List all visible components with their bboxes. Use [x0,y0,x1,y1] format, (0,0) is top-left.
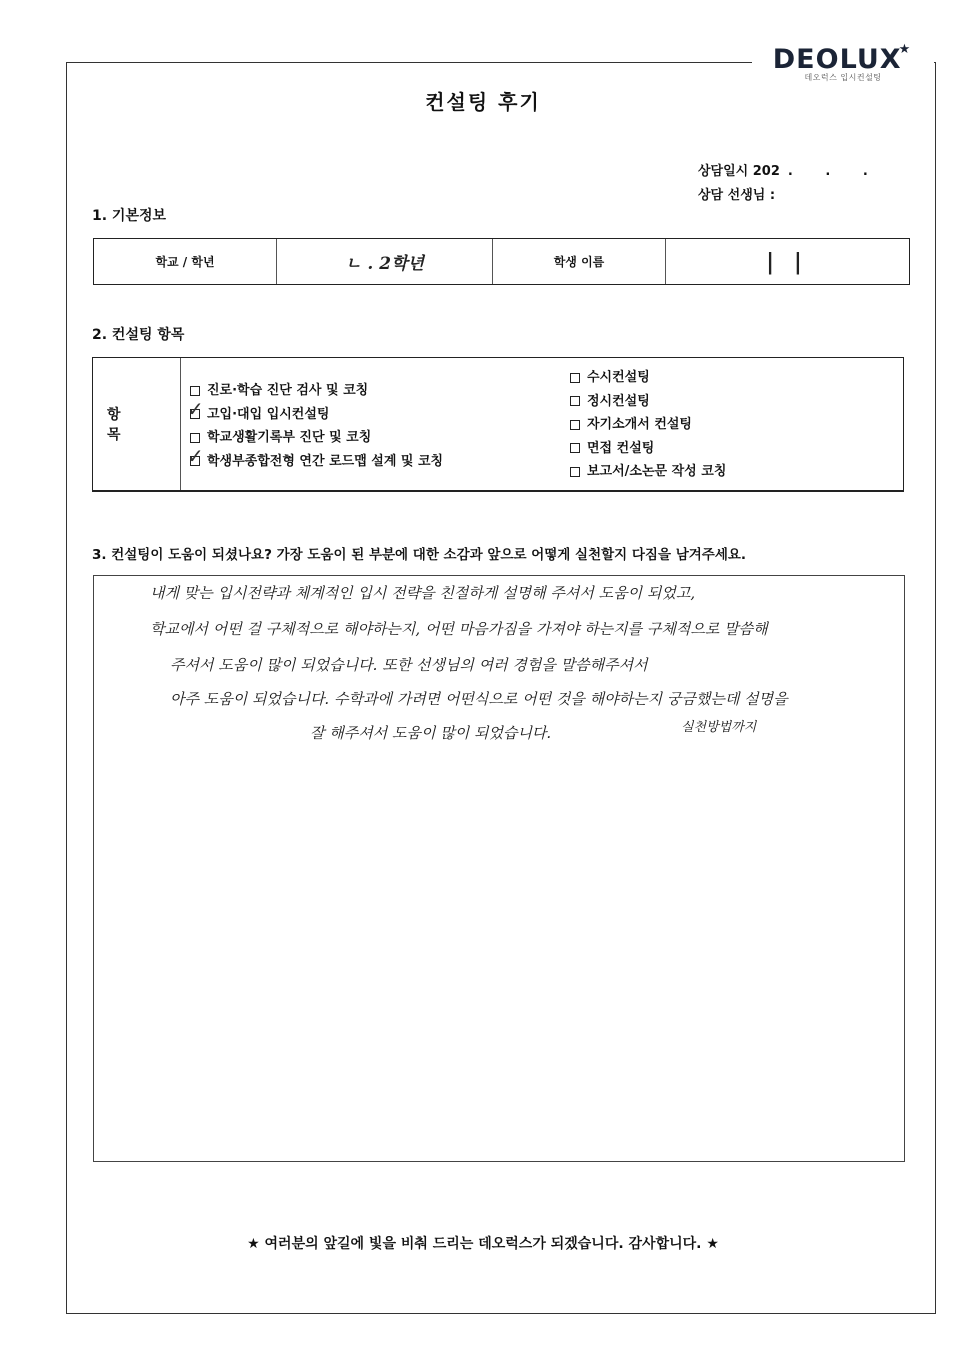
consult-teacher-label: 상담 선생님 : [698,188,776,203]
option-label: 학생부종합전형 연간 로드맵 설계 및 코칭 [207,453,444,469]
checkbox-self-intro[interactable] [570,420,580,430]
left-items [187,379,444,473]
option-label: 정시컨설팅 [587,393,650,409]
right-items [570,366,726,484]
handwritten-line: 주셔서 도움이 많이 되었습니다. 또한 선생님의 여러 경험을 말씀해주셔서 [170,656,648,674]
consulting-items-table [92,357,904,492]
brand-logo [752,44,934,83]
basic-info-table [93,238,910,285]
handwritten-line: 실천방법까지 [681,720,757,735]
option-label: 고입·대입 입시컨설팅 [207,406,330,422]
checkbox-admission-consulting[interactable] [187,397,204,422]
option-label: 진로·학습 진단 검사 및 코칭 [207,383,369,398]
option-label: 면접 컨설팅 [587,440,655,456]
checkbox-career-diagnosis[interactable] [190,386,200,396]
section2-heading: 2. 컨설팅 항목 [92,327,185,343]
option-interview[interactable] [570,437,726,461]
items-row-label: 항 목 [93,358,181,490]
student-name-value: | | [766,248,808,275]
school-grade-value: ㄴ . 2학년 [277,239,493,284]
option-label: 자기소개서 컨설팅 [587,417,692,432]
answer-textarea[interactable] [93,575,905,1162]
option-report[interactable] [570,460,726,484]
option-susi[interactable] [570,366,726,390]
option-career-diagnosis[interactable] [190,379,443,403]
brand-subtitle: 데오럭스 입시컨설팅 [804,73,882,82]
checkbox-susi[interactable] [570,373,580,383]
checkbox-report[interactable] [570,467,580,477]
school-grade-label: 학교 / 학년 [94,239,277,284]
consult-date-dots: . . . [787,164,882,179]
handwritten-line: 내게 맞는 입시전략과 체계적인 입시 전략을 친절하게 설명해 주셔서 도움이 되었고, [150,584,696,602]
option-jeongsi[interactable] [570,390,726,414]
brand-star-icon: ★ [898,42,911,57]
option-self-intro[interactable] [570,413,726,437]
check-mark-icon: ✓ [187,444,204,469]
section3-question: 3. 컨설팅이 도움이 되셨나요? 가장 도움이 된 부분에 대한 소감과 앞으로 어떻게 실천할지 다짐을 남겨주세요. [92,547,747,563]
document-title: 컨설팅 후기 [425,90,541,114]
checkbox-school-record[interactable] [190,433,200,443]
handwritten-line: 잘 해주셔서 도움이 많이 되었습니다. [310,724,552,742]
student-name-label: 학생 이름 [493,239,666,284]
option-school-record[interactable] [190,426,443,450]
checkbox-jeongsi[interactable] [570,396,580,406]
option-label: 수시컨설팅 [587,370,650,385]
brand-name: DEOLUX [772,44,902,75]
option-label: 보고서/소논문 작성 코칭 [587,464,727,479]
checkbox-roadmap[interactable] [187,444,204,469]
check-mark-icon: ✓ [187,397,204,422]
option-label: 학교생활기록부 진단 및 코칭 [207,430,372,445]
option-roadmap[interactable] [187,444,444,474]
option-admission-consulting[interactable] [187,397,443,427]
consult-info [698,160,882,208]
consult-date-label: 상담일시 202 [698,164,780,179]
section1-heading: 1. 기본정보 [92,208,167,224]
handwritten-line: 아주 도움이 되었습니다. 수학과에 가려면 어떤식으로 어떤 것을 해야하는지 궁금했는데 설명을 [170,690,788,708]
footer-message: ★ 여러분의 앞길에 빛을 비춰 드리는 데오럭스가 되겠습니다. 감사합니다. ★ [247,1236,719,1252]
checkbox-interview[interactable] [570,443,580,453]
handwritten-line: 학교에서 어떤 걸 구체적으로 해야하는지, 어떤 마음가짐을 가져야 하는지를 구체적으로 말씀해 [150,620,768,638]
